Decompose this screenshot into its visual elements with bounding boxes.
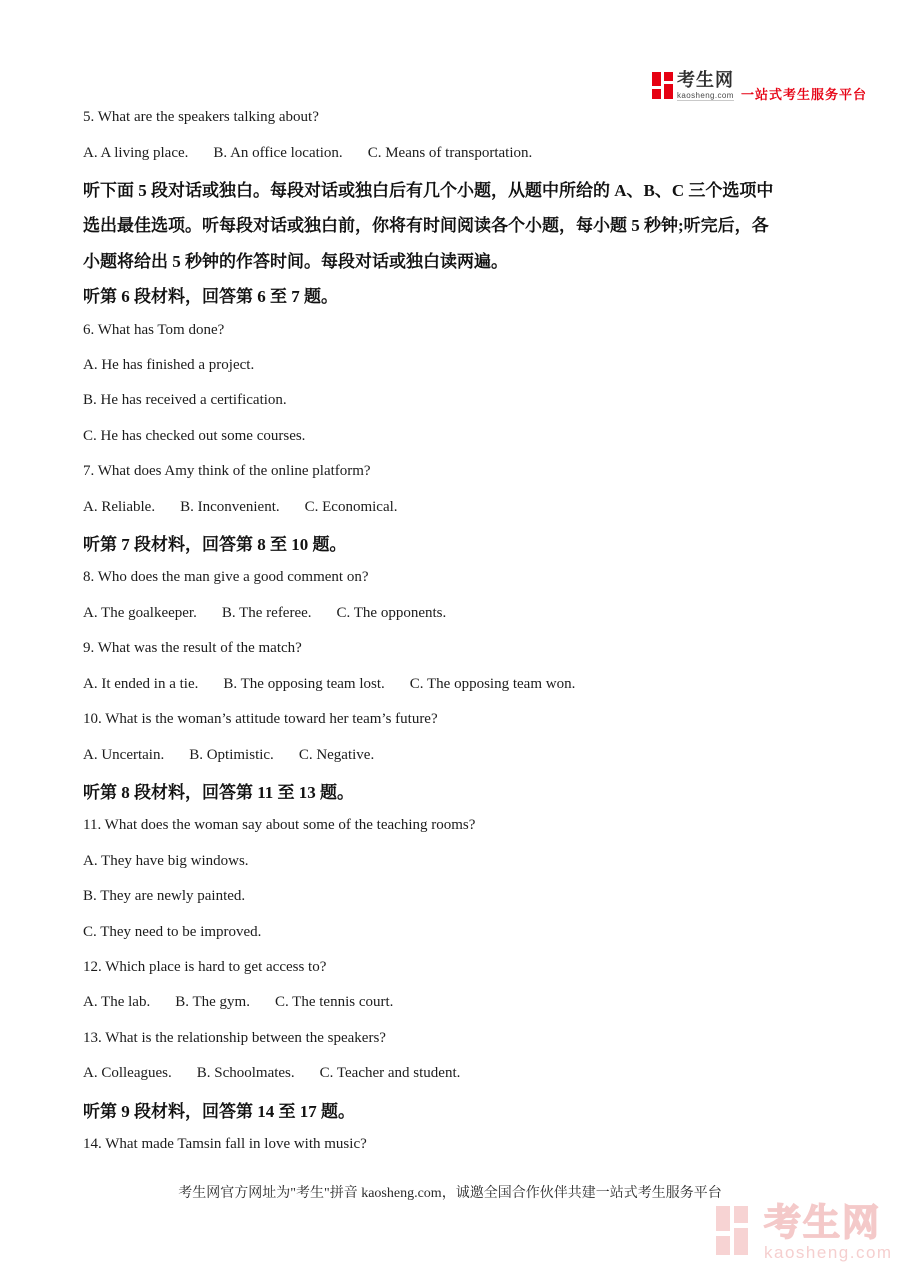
option-text: C. Negative. [298,746,375,763]
option-text: C. The opponents. [336,604,447,621]
brand-name: 考生网 [677,70,734,90]
section-header: 听第 8 段材料，回答第 11 至 13 题。 [83,782,355,802]
section-header: 听第 9 段材料，回答第 14 至 17 题。 [83,1101,355,1121]
listening-instructions-line: 选出最佳选项。听每段对话或独白前，你将有时间阅读各个小题，每小题 5 秒钟;听完后，各 [83,216,769,236]
option-text: A. Reliable. [83,498,156,515]
option-text: B. They are newly painted. [83,888,246,905]
option-text: A. It ended in a tie. [83,675,199,692]
option-text: C. Means of transportation. [367,144,533,161]
question-text: 11. What does the woman say about some of the teaching rooms? [83,817,476,834]
option-text: A. The goalkeeper. [83,604,197,621]
option-text: C. Teacher and student. [319,1065,461,1082]
question-text: 14. What made Tamsin fall in love with music? [83,1135,367,1152]
section-header: 听第 7 段材料，回答第 8 至 10 题。 [83,535,347,555]
question-text: 7. What does Amy think of the online platform? [83,463,371,480]
option-text: A. He has finished a project. [83,357,255,374]
option-text: B. The referee. [221,604,312,621]
document-content [83,100,823,1162]
option-text: A. A living place. [83,144,189,161]
brand-domain: kaosheng.com [677,91,734,100]
option-text: A. The lab. [83,994,151,1011]
question-text: 6. What has Tom done? [83,321,225,338]
question-text: 10. What is the woman’s attitude toward her team’s future? [83,711,438,728]
watermark-domain: kaosheng.com [764,1243,893,1262]
option-text: A. Uncertain. [83,746,165,763]
option-text: B. The opposing team lost. [223,675,385,692]
options-row [83,1056,823,1091]
watermark-brand-name: 考生网 [764,1202,881,1243]
option-text: C. He has checked out some courses. [83,427,306,444]
question-text: 5. What are the speakers talking about? [83,109,319,126]
option-text: B. Schoolmates. [196,1065,295,1082]
option-text: C. They need to be improved. [83,923,262,940]
question-text: 12. Which place is hard to get access to? [83,958,327,975]
option-text: B. He has received a certification. [83,392,287,409]
option-text: A. They have big windows. [83,852,249,869]
watermark-logo-icon [716,1206,748,1255]
watermark [716,1202,893,1263]
brand-logo [652,72,867,103]
options-row [83,489,823,524]
option-text: B. An office location. [213,144,343,161]
footer-note: 考生网官方网址为"考生"拼音 kaosheng.com，诚邀全国合作伙伴共建一站式考生服务平台 [178,1186,722,1201]
question-text: 13. What is the relationship between the speakers? [83,1029,386,1046]
option-text: B. The gym. [175,994,250,1011]
options-row [83,985,823,1020]
brand-tagline: 一站式考生服务平台 [741,87,868,102]
section-header: 听第 6 段材料，回答第 6 至 7 题。 [83,287,338,307]
kaosheng-logo-icon [652,72,673,99]
question-text: 9. What was the result of the match? [83,640,302,657]
option-text: B. Optimistic. [189,746,274,763]
option-text: A. Colleagues. [83,1065,172,1082]
option-text: C. The opposing team won. [409,675,576,692]
options-row [83,596,823,631]
option-text: B. Inconvenient. [180,498,280,515]
listening-instructions-line: 听下面 5 段对话或独白。每段对话或独白后有几个小题，从题中所给的 A、B、C 三个选项中 [83,181,774,201]
options-row [83,135,823,170]
options-row [83,737,823,772]
option-text: C. Economical. [304,498,398,515]
option-text: C. The tennis court. [274,994,394,1011]
listening-instructions-line: 小题将给出 5 秒钟的作答时间。每段对话或独白读两遍。 [83,251,508,271]
options-row [83,667,823,702]
question-text: 8. Who does the man give a good comment on? [83,569,369,586]
